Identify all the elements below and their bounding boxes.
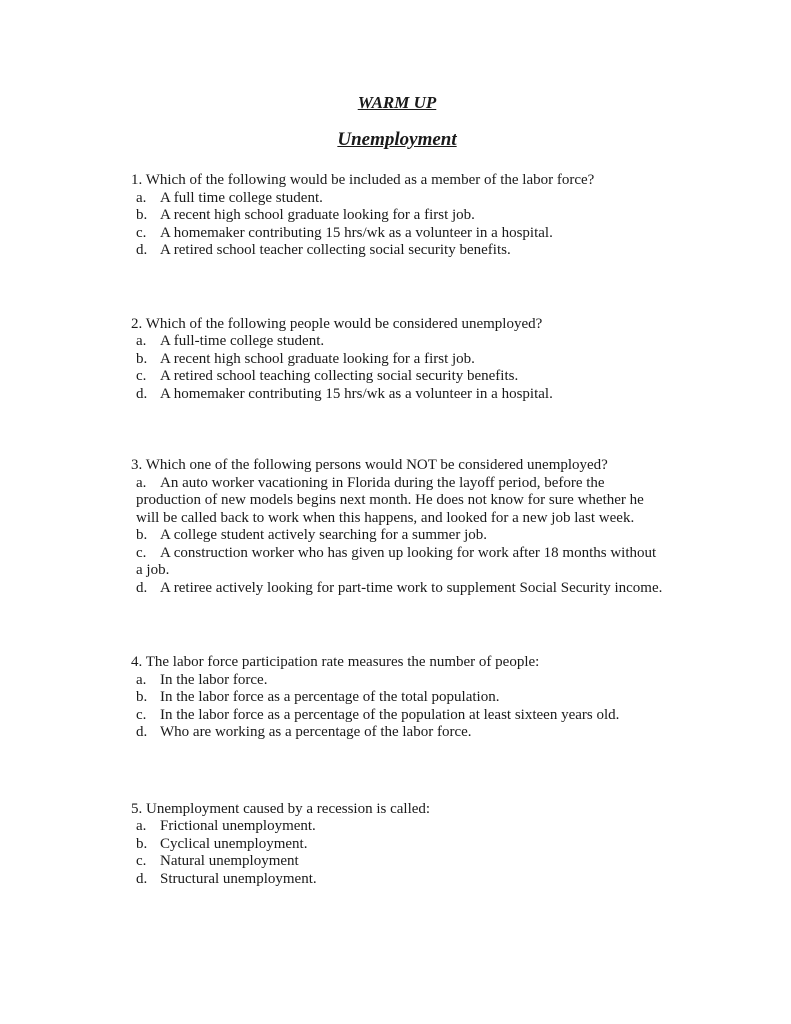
question-2-prompt: 2. Which of the following people would be considered unemployed? xyxy=(131,315,543,332)
option-letter: d. xyxy=(136,870,148,887)
option-text: A homemaker contributing 15 hrs/wk as a volunteer in a hospital. xyxy=(160,224,553,241)
option-letter: a. xyxy=(136,474,147,491)
question-5-prompt: 5. Unemployment caused by a recession is called: xyxy=(131,800,431,817)
question-4-option-c xyxy=(131,707,663,725)
question-3-option-b xyxy=(131,527,663,545)
question-1-option-a xyxy=(131,190,663,208)
page-title: WARM UP xyxy=(357,93,437,112)
question-2-option-b xyxy=(131,351,663,369)
option-letter: c. xyxy=(136,853,147,869)
option-text: In the labor force as a percentage of the total population. xyxy=(160,689,500,705)
question-4-option-a xyxy=(131,672,663,690)
option-letter: d. xyxy=(136,724,148,740)
option-letter: b. xyxy=(136,207,148,223)
option-text: Cyclical unemployment. xyxy=(160,835,308,852)
question-1-option-d xyxy=(131,242,663,260)
question-1-prompt: 1. Which of the following would be included as a member of the labor force? xyxy=(131,172,595,188)
question-3-prompt: 3. Which one of the following persons would NOT be considered unemployed? xyxy=(131,457,608,473)
option-text: A retired school teaching collecting social security benefits. xyxy=(160,368,519,384)
option-text: Natural unemployment xyxy=(160,853,299,869)
option-text: A construction worker who has given up looking for work after 18 months without a job. xyxy=(136,544,657,578)
option-letter: d. xyxy=(136,242,148,258)
question-1-option-c xyxy=(131,225,663,243)
question-2-option-d xyxy=(131,386,663,404)
question-2 xyxy=(131,316,663,404)
question-3-option-c xyxy=(131,545,663,580)
option-letter: b. xyxy=(136,350,148,367)
option-text: In the labor force. xyxy=(160,671,268,688)
option-letter: c. xyxy=(136,224,147,241)
question-2-option-c xyxy=(131,368,663,386)
question-5-option-d xyxy=(131,871,663,889)
question-3 xyxy=(131,457,663,597)
option-letter: c. xyxy=(136,368,147,384)
option-letter: a. xyxy=(136,818,147,834)
question-1 xyxy=(131,172,663,260)
question-2-option-a xyxy=(131,333,663,351)
option-text: Frictional unemployment. xyxy=(160,818,316,834)
option-text: A retiree actively looking for part-time work to supplement Social Security income. xyxy=(160,579,663,596)
option-text: A full-time college student. xyxy=(160,333,325,349)
option-text: Structural unemployment. xyxy=(160,870,317,887)
question-3-option-a xyxy=(131,475,663,528)
option-text: An auto worker vacationing in Florida during the layoff period, before the production of new models begins next month. He does not know for sure whether he will be called back to work when this happens, and looked for a new job last week. xyxy=(136,474,644,526)
option-text: A college student actively searching for a summer job. xyxy=(160,527,487,543)
page-subtitle: Unemployment xyxy=(337,129,457,150)
question-4 xyxy=(131,654,663,742)
question-5 xyxy=(131,801,663,889)
option-text: Who are working as a percentage of the labor force. xyxy=(160,724,472,740)
question-5-option-b xyxy=(131,836,663,854)
option-letter: c. xyxy=(136,706,147,723)
question-3-option-d xyxy=(131,580,663,598)
option-letter: a. xyxy=(136,671,147,688)
option-letter: d. xyxy=(136,579,148,596)
question-4-option-d xyxy=(131,724,663,742)
option-letter: b. xyxy=(136,689,148,705)
option-text: A full time college student. xyxy=(160,189,323,206)
option-text: A retired school teacher collecting social security benefits. xyxy=(160,242,511,258)
option-letter: d. xyxy=(136,385,148,402)
question-5-option-a xyxy=(131,818,663,836)
option-text: A recent high school graduate looking for a first job. xyxy=(160,350,475,367)
option-text: A recent high school graduate looking for a first job. xyxy=(160,207,475,223)
option-text: In the labor force as a percentage of the population at least sixteen years old. xyxy=(160,706,620,723)
option-letter: b. xyxy=(136,835,148,852)
option-letter: a. xyxy=(136,333,147,349)
option-letter: b. xyxy=(136,527,148,543)
question-4-prompt: 4. The labor force participation rate measures the number of people: xyxy=(131,654,540,670)
question-4-option-b xyxy=(131,689,663,707)
question-5-option-c xyxy=(131,853,663,871)
option-text: A homemaker contributing 15 hrs/wk as a volunteer in a hospital. xyxy=(160,385,553,402)
question-1-option-b xyxy=(131,207,663,225)
option-letter: c. xyxy=(136,544,147,561)
option-letter: a. xyxy=(136,189,147,206)
